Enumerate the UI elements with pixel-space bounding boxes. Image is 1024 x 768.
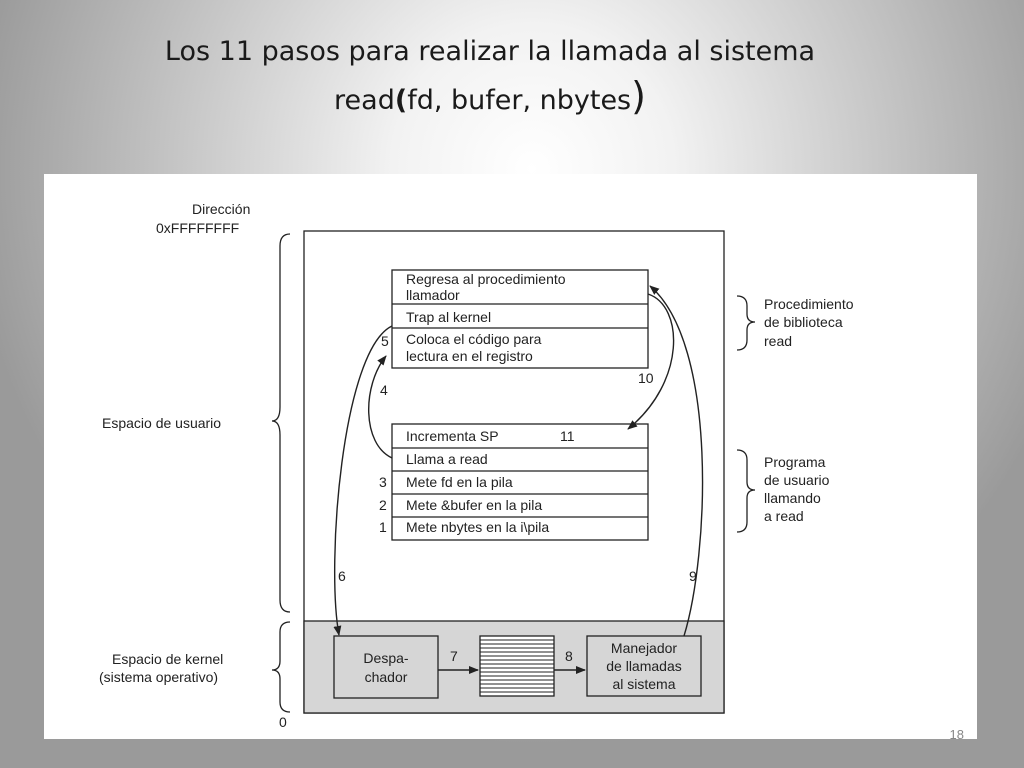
program-row-5: Mete nbytes en la i\pila bbox=[406, 519, 550, 535]
handler-label-2: de llamadas bbox=[606, 658, 682, 674]
step-2: 2 bbox=[379, 497, 387, 513]
step-7: 7 bbox=[450, 648, 458, 664]
library-row-1-line-1: Regresa al procedimiento bbox=[406, 271, 566, 287]
address-label: Dirección bbox=[192, 201, 251, 217]
handler-label-1: Manejador bbox=[610, 640, 678, 656]
program-label-3: llamando bbox=[764, 490, 821, 506]
library-label-2: de biblioteca bbox=[764, 314, 843, 330]
kernel-space-label-1: Espacio de kernel bbox=[112, 651, 224, 667]
title-read: read bbox=[334, 85, 395, 116]
step-4: 4 bbox=[380, 382, 388, 398]
step-8: 8 bbox=[565, 648, 573, 664]
program-row-4: Mete &bufer en la pila bbox=[406, 497, 543, 513]
step-5: 5 bbox=[381, 333, 389, 349]
kernel-space-brace bbox=[272, 622, 290, 712]
slide-title bbox=[0, 30, 980, 123]
library-row-3-line-1: Coloca el código para bbox=[406, 331, 542, 347]
address-zero: 0 bbox=[279, 714, 287, 730]
library-row-1-line-2: llamador bbox=[406, 287, 460, 303]
user-space-brace bbox=[272, 234, 290, 612]
library-label-3: read bbox=[764, 333, 793, 349]
user-space-label: Espacio de usuario bbox=[102, 415, 222, 431]
program-row-3: Mete fd en la pila bbox=[406, 474, 513, 490]
step-3: 3 bbox=[379, 474, 387, 490]
slide-number: 18 bbox=[949, 727, 964, 742]
address-value: 0xFFFFFFFF bbox=[156, 220, 240, 236]
handler-label-3: al sistema bbox=[612, 676, 676, 692]
program-label-2: de usuario bbox=[764, 472, 830, 488]
dispatcher-label-1: Despa- bbox=[363, 650, 409, 666]
step-11: 11 bbox=[560, 428, 575, 444]
dispatcher-label-2: chador bbox=[364, 669, 408, 685]
library-row-2: Trap al kernel bbox=[406, 309, 492, 325]
dispatch-table bbox=[480, 636, 554, 696]
program-label-1: Programa bbox=[764, 454, 826, 470]
program-row-1: Incrementa SP bbox=[406, 428, 499, 444]
title-line-2 bbox=[0, 74, 980, 123]
title-close-paren: ) bbox=[631, 74, 646, 118]
dispatcher-box bbox=[334, 636, 438, 698]
library-brace bbox=[737, 296, 755, 350]
step-6: 6 bbox=[338, 568, 346, 584]
arrow-step-4 bbox=[369, 356, 392, 458]
library-row-3-line-2: lectura en el registro bbox=[406, 348, 533, 364]
title-line-1: Los 11 pasos para realizar la llamada al sistema bbox=[164, 36, 816, 67]
diagram-canvas bbox=[44, 174, 977, 739]
program-row-2: Llama a read bbox=[406, 451, 488, 467]
program-label-4: a read bbox=[764, 508, 804, 524]
kernel-space-label-2: (sistema operativo) bbox=[99, 669, 219, 685]
title-open-paren: ( bbox=[394, 85, 408, 116]
title-args: fd, bufer, nbytes bbox=[407, 85, 632, 116]
step-1: 1 bbox=[379, 519, 387, 535]
system-call-diagram bbox=[44, 174, 977, 739]
library-label-1: Procedimiento bbox=[764, 296, 854, 312]
step-9: 9 bbox=[689, 568, 697, 584]
program-brace bbox=[737, 450, 755, 532]
step-10: 10 bbox=[638, 370, 654, 386]
